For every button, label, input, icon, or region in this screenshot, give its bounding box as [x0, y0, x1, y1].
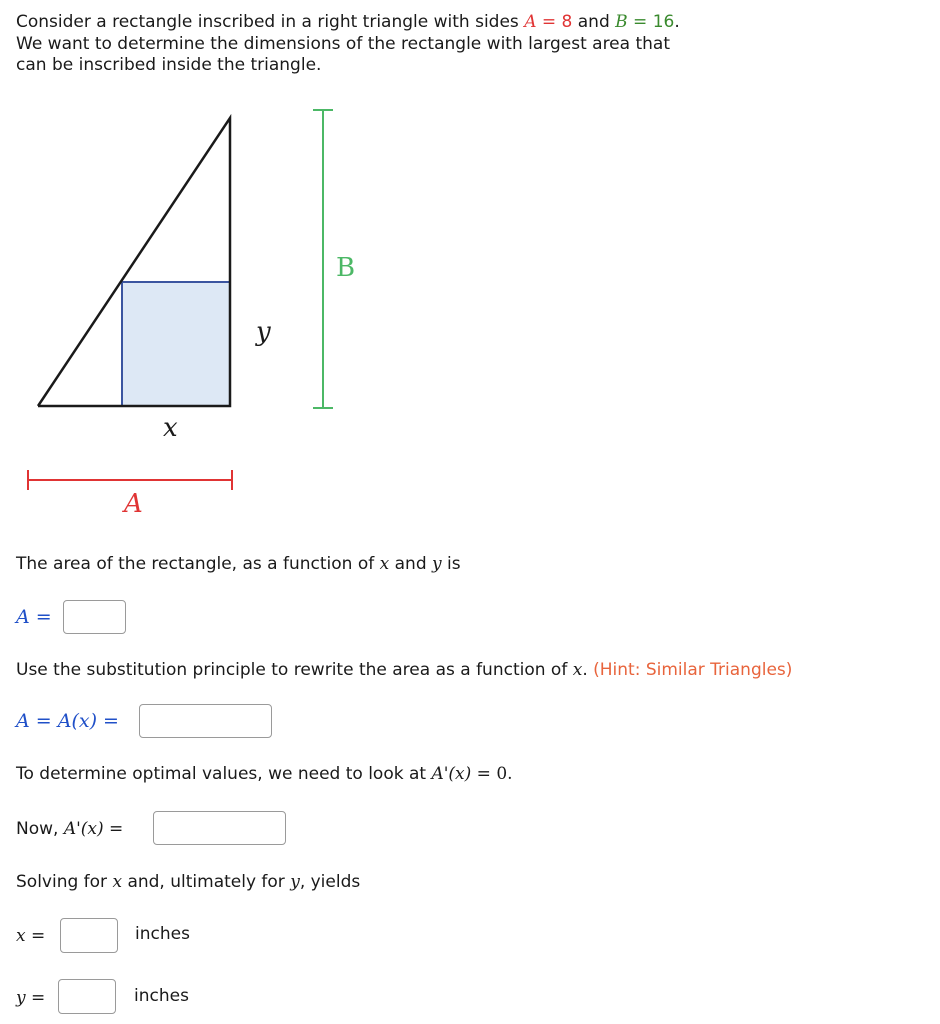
side-a-var: A: [524, 12, 537, 32]
q3-prompt: [16, 764, 513, 785]
intro-period: .: [674, 12, 680, 32]
b-dimension-line: [313, 110, 333, 408]
intro-line-3: can be inscribed inside the triangle.: [16, 55, 322, 75]
side-b-value: 16: [652, 12, 675, 32]
x-answer-input[interactable]: [60, 918, 118, 953]
y-answer-lhs: y =: [16, 988, 46, 1008]
label-b: B: [336, 253, 356, 283]
side-a-eq: =: [536, 12, 562, 32]
side-b-eq: =: [627, 12, 653, 32]
label-a: A: [124, 489, 143, 519]
intro-line-2: We want to determine the dimensions of the rectangle with largest area that: [16, 34, 670, 54]
q3-text: To determine optimal values, we need to look at: [16, 764, 432, 784]
q4-eq: =: [103, 819, 124, 839]
q1-and: and: [389, 554, 433, 574]
q1-x: x: [379, 554, 390, 574]
x-answer-lhs: x =: [16, 926, 46, 946]
q2-x: x: [572, 660, 583, 680]
a-dimension-line: [28, 470, 232, 490]
q5-text: Solving for: [16, 872, 113, 892]
q2-lhs-eq2: =: [97, 710, 119, 732]
q5-text-post: , yields: [299, 872, 361, 892]
derivative-input[interactable]: [153, 811, 286, 845]
y-answer-input[interactable]: [58, 979, 116, 1014]
q5-text-mid: and, ultimately for: [122, 872, 291, 892]
intro-and: and: [572, 12, 616, 32]
intro-text: Consider a rectangle inscribed in a right triangle with sides: [16, 12, 525, 32]
side-a-value: 8: [561, 12, 573, 32]
q1-text-post: is: [441, 554, 461, 574]
q2-text: Use the substitution principle to rewrite the area as a function of: [16, 660, 573, 680]
q3-eq: = 0.: [471, 764, 513, 784]
inscribed-rectangle: [122, 282, 230, 406]
q2-period: .: [582, 660, 588, 680]
q2-lhs-a: A: [16, 710, 30, 732]
q4-label: Now,: [16, 819, 64, 839]
q3-expr: A'(x): [431, 764, 472, 784]
q4-expr: A'(x): [63, 819, 104, 839]
area-input[interactable]: [63, 600, 126, 634]
q1-text: The area of the rectangle, as a function of: [16, 554, 380, 574]
q4-lhs: [16, 817, 123, 841]
q5-x: x: [112, 872, 123, 892]
q5-prompt: [16, 872, 360, 893]
q1-prompt: [16, 554, 461, 575]
q1-lhs: A =: [16, 606, 52, 628]
q2-lhs-ax: A(x): [57, 710, 97, 732]
q2-lhs: [16, 709, 119, 733]
area-function-input[interactable]: [139, 704, 272, 738]
q5-y: y: [290, 872, 300, 892]
label-y: y: [256, 317, 271, 347]
side-b-var: B: [615, 12, 628, 32]
q1-y: y: [432, 554, 442, 574]
similar-triangles-hint: (Hint: Similar Triangles): [593, 660, 793, 680]
q2-prompt: [16, 660, 792, 681]
x-answer-unit: inches: [135, 924, 190, 944]
y-answer-unit: inches: [134, 986, 189, 1006]
q2-lhs-eq: =: [29, 710, 58, 732]
label-x: x: [163, 413, 178, 443]
